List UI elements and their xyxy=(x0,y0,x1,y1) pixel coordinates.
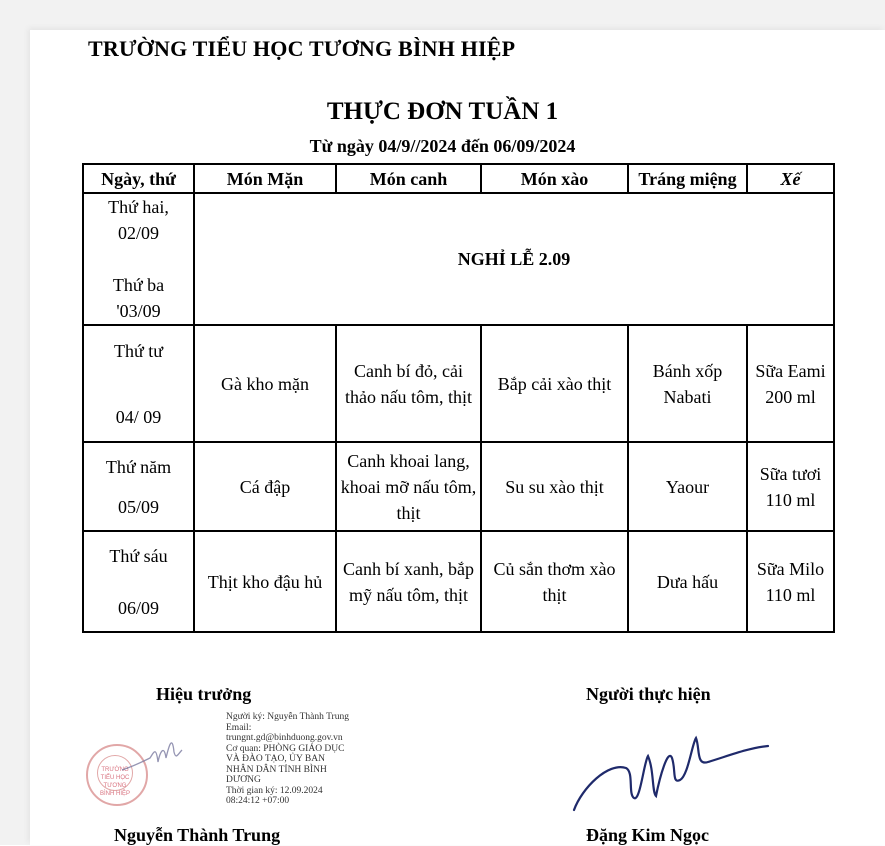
principal-title: Hiệu trưởng xyxy=(156,684,252,704)
table-header-row xyxy=(83,164,834,193)
stir-fry-cell: Su su xào thịt xyxy=(481,442,628,531)
main-dish-cell: Gà kho mặn xyxy=(194,325,336,442)
day-label: Thứ năm xyxy=(105,456,172,477)
header-main-dish: Món Mặn xyxy=(194,164,336,193)
header-day: Ngày, thứ xyxy=(83,164,194,193)
date-label: '03/09 xyxy=(116,301,161,321)
date-label: 05/09 xyxy=(117,496,159,517)
signer-line: Người ký: Nguyễn Thành Trung xyxy=(226,712,349,722)
table-row xyxy=(83,325,834,442)
soup-cell: Canh bí đỏ, cải thảo nấu tôm, thịt xyxy=(336,325,481,442)
day-cell xyxy=(83,531,194,632)
principal-signature-image xyxy=(120,722,190,782)
stir-fry-cell: Củ sắn thơm xào thịt xyxy=(481,531,628,632)
page-background-top xyxy=(0,0,885,30)
header-dessert: Tráng miệng xyxy=(628,164,747,193)
dessert-cell: Dưa hấu xyxy=(628,531,747,632)
email-label: Email: xyxy=(226,722,252,733)
day-cell-holiday xyxy=(83,193,194,325)
header-snack: Xế xyxy=(747,164,834,193)
soup-cell: Canh khoai lang, khoai mỡ nấu tôm, thịt xyxy=(336,442,481,531)
digital-signature-info xyxy=(226,712,376,807)
header-stir-fry: Món xào xyxy=(481,164,628,193)
day-label: Thứ tư xyxy=(113,340,163,361)
main-dish-cell: Thịt kho đậu hủ xyxy=(194,531,336,632)
menu-date-range: Từ ngày 04/9//2024 đến 06/09/2024 xyxy=(309,136,576,156)
snack-cell: Sữa tươi 110 ml xyxy=(747,442,834,531)
stamp-text: TRƯỜNG TIỂU HỌC TƯƠNG BÌNH HIỆP xyxy=(97,755,133,791)
preparer-name: Đặng Kim Ngọc xyxy=(586,825,709,845)
day-label: Thứ sáu xyxy=(109,545,168,566)
day-label: Thứ ba xyxy=(112,275,165,295)
school-name: TRƯỜNG TIỂU HỌC TƯƠNG BÌNH HIỆP xyxy=(88,36,516,61)
table-row xyxy=(83,442,834,531)
day-cell xyxy=(83,442,194,531)
date-label: 06/09 xyxy=(117,597,159,618)
main-dish-cell: Cá đập xyxy=(194,442,336,531)
day-label: Thứ hai, xyxy=(108,197,169,217)
agency-line: NHÂN DÂN TỈNH BÌNH xyxy=(226,764,327,775)
preparer-title: Người thực hiện xyxy=(586,684,711,704)
sign-time-value: 08:24:12 +07:00 xyxy=(226,796,290,806)
snack-cell: Sữa Milo 110 ml xyxy=(747,531,834,632)
agency-line: DƯƠNG xyxy=(226,775,261,785)
soup-cell: Canh bí xanh, bắp mỹ nấu tôm, thịt xyxy=(336,531,481,632)
email-value: trungnt.gd@binhduong.gov.vn xyxy=(226,733,343,743)
table-row xyxy=(83,531,834,632)
table-row-holiday xyxy=(83,193,834,325)
snack-cell: Sữa Eami 200 ml xyxy=(747,325,834,442)
page-background-left xyxy=(0,0,30,845)
weekly-menu-table xyxy=(82,163,835,633)
agency-line: Cơ quan: PHÒNG GIÁO DỤC xyxy=(226,743,345,754)
holiday-notice: NGHỈ LỄ 2.09 xyxy=(194,193,834,325)
dessert-cell: Yaour xyxy=(628,442,747,531)
dessert-cell: Bánh xốp Nabati xyxy=(628,325,747,442)
agency-line: VÀ ĐÀO TẠO, ỦY BAN xyxy=(226,754,325,764)
stir-fry-cell: Bắp cải xào thịt xyxy=(481,325,628,442)
date-label: 02/09 xyxy=(117,223,159,243)
principal-name: Nguyễn Thành Trung xyxy=(114,825,281,845)
header-soup: Món canh xyxy=(336,164,481,193)
date-label: 04/ 09 xyxy=(115,406,162,427)
sign-time-line: Thời gian ký: 12.09.2024 xyxy=(226,785,323,796)
preparer-signature-image xyxy=(568,718,778,818)
day-cell xyxy=(83,325,194,442)
menu-title: THỰC ĐƠN TUẦN 1 xyxy=(326,98,559,125)
